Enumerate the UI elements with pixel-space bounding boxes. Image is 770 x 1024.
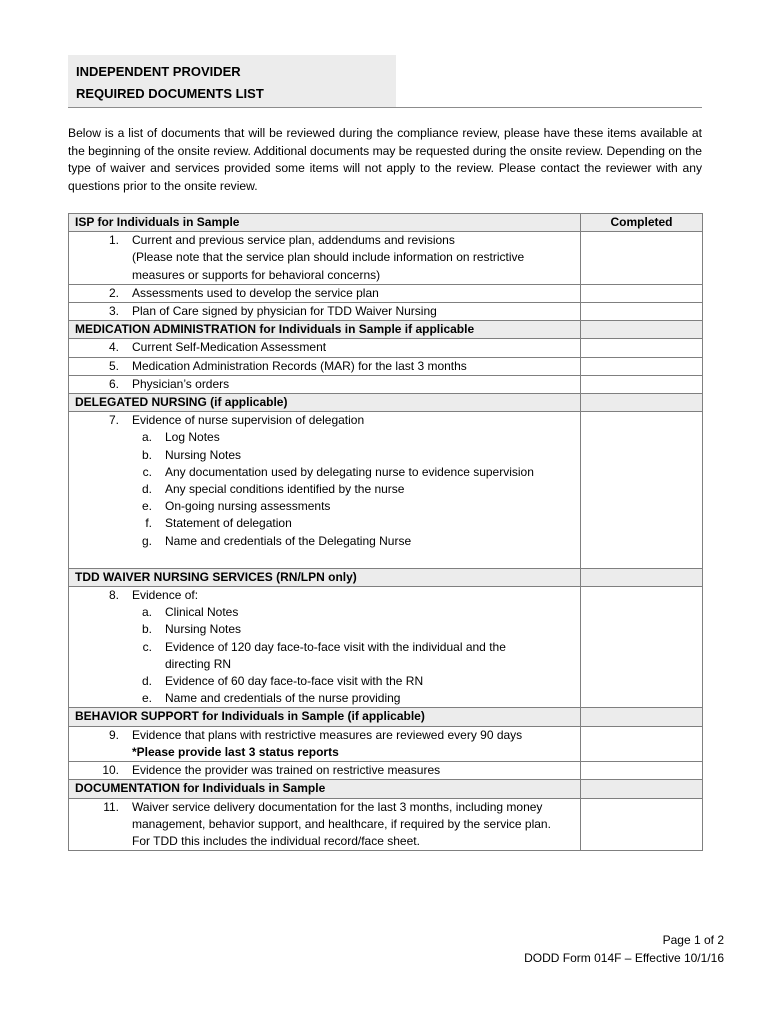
item-2 xyxy=(69,284,581,302)
item-number: 10. xyxy=(102,763,119,778)
sub-item-text: Nursing Notes xyxy=(165,622,242,637)
section-row-delegated xyxy=(69,394,703,412)
sub-item xyxy=(132,429,574,446)
sub-item-letter: c. xyxy=(142,464,152,479)
section-header-isp: ISP for Individuals in Sample xyxy=(69,214,581,232)
item-number: 11. xyxy=(103,799,119,814)
sub-item xyxy=(132,515,574,532)
title-divider xyxy=(68,107,702,108)
completed-cell[interactable] xyxy=(581,339,703,357)
sub-item xyxy=(132,621,574,638)
sub-item-letter: e. xyxy=(141,691,152,706)
section-header-behavior: BEHAVIOR SUPPORT for Individuals in Sample (if applicable) xyxy=(69,708,581,726)
item-note: *Please provide last 3 status reports xyxy=(132,744,339,759)
item-4 xyxy=(69,339,581,357)
item-8 xyxy=(69,587,581,708)
table-row xyxy=(69,232,703,285)
item-9 xyxy=(69,726,581,761)
document-title-line2: REQUIRED DOCUMENTS LIST xyxy=(76,86,264,101)
sub-item-letter: c. xyxy=(142,639,152,654)
sub-item xyxy=(132,481,574,498)
item-5 xyxy=(69,357,581,375)
sub-item-text: Any documentation used by delegating nurse to evidence supervision xyxy=(165,464,534,479)
completed-cell[interactable] xyxy=(581,303,703,321)
completed-cell[interactable] xyxy=(581,726,703,761)
completed-column-header: Completed xyxy=(581,214,703,232)
sub-item-text: Log Notes xyxy=(165,430,220,445)
item-number: 9. xyxy=(108,727,119,742)
section-row-isp xyxy=(69,214,703,232)
completed-cell[interactable] xyxy=(581,762,703,780)
sub-item-letter: e. xyxy=(141,499,152,514)
item-text: (Please note that the service plan should include information on restrictive xyxy=(132,250,525,265)
completed-cell[interactable] xyxy=(581,798,703,851)
item-3 xyxy=(69,303,581,321)
item-text: Medication Administration Records (MAR) for the last 3 months xyxy=(132,358,467,373)
sub-item xyxy=(132,673,574,690)
sub-item xyxy=(132,464,574,481)
section-header-filler xyxy=(581,780,703,798)
table-row xyxy=(69,284,703,302)
item-text: management, behavior support, and healthcare, if required by the service plan. xyxy=(132,816,551,831)
section-header-filler xyxy=(581,568,703,586)
item-10 xyxy=(69,762,581,780)
sub-item-letter: g. xyxy=(141,533,152,548)
section-row-tdd xyxy=(69,568,703,586)
item-number: 7. xyxy=(108,413,119,428)
item-text: For TDD this includes the individual record/face sheet. xyxy=(132,833,420,848)
item-text: Evidence of nurse supervision of delegation xyxy=(132,413,365,428)
item-text: Assessments used to develop the service plan xyxy=(132,285,379,300)
table-row xyxy=(69,726,703,761)
sub-item-letter: b. xyxy=(141,447,152,462)
document-title-box xyxy=(68,55,396,107)
sub-item-letter: f. xyxy=(145,516,152,531)
sub-item-text: Evidence of 60 day face-to-face visit with the RN xyxy=(165,674,424,689)
sub-item-letter: a. xyxy=(141,605,152,620)
sub-item-text: Any special conditions identified by the nurse xyxy=(165,482,405,497)
sub-item-letter: d. xyxy=(141,482,152,497)
section-header-filler xyxy=(581,394,703,412)
table-row xyxy=(69,357,703,375)
table-row xyxy=(69,762,703,780)
completed-cell[interactable] xyxy=(581,284,703,302)
section-row-documentation xyxy=(69,780,703,798)
item-11 xyxy=(69,798,581,851)
completed-cell[interactable] xyxy=(581,412,703,569)
sub-item-text: Name and credentials of the Delegating Nurse xyxy=(165,533,412,548)
item-number: 8. xyxy=(108,588,119,603)
item-number: 6. xyxy=(108,376,119,391)
table-row xyxy=(69,798,703,851)
item-text: Waiver service delivery documentation for the last 3 months, including money xyxy=(132,799,543,814)
item-number: 5. xyxy=(108,358,119,373)
sub-item xyxy=(132,639,574,673)
sub-item-text: Evidence of 120 day face-to-face visit with the individual and the xyxy=(165,639,506,654)
item-number: 1. xyxy=(108,233,119,248)
sub-item-letter: b. xyxy=(141,622,152,637)
sub-item-text: directing RN xyxy=(165,656,232,671)
table-row xyxy=(69,339,703,357)
sub-item-text: Clinical Notes xyxy=(165,605,239,620)
table-row xyxy=(69,587,703,708)
item-text: Plan of Care signed by physician for TDD Waiver Nursing xyxy=(132,304,437,319)
item-1 xyxy=(69,232,581,285)
item-text: Evidence that plans with restrictive measures are reviewed every 90 days xyxy=(132,727,523,742)
item-number: 3. xyxy=(108,304,119,319)
item-text: Evidence the provider was trained on restrictive measures xyxy=(132,763,441,778)
table-row xyxy=(69,303,703,321)
completed-cell[interactable] xyxy=(581,357,703,375)
page-footer xyxy=(524,932,724,967)
section-row-behavior xyxy=(69,708,703,726)
sub-item-text: Statement of delegation xyxy=(165,516,292,531)
item-7 xyxy=(69,412,581,569)
section-header-filler xyxy=(581,708,703,726)
document-title-line1: INDEPENDENT PROVIDER xyxy=(76,64,241,79)
sub-item xyxy=(132,604,574,621)
completed-cell[interactable] xyxy=(581,587,703,708)
item-6 xyxy=(69,375,581,393)
sub-item xyxy=(132,533,574,550)
section-header-medication: MEDICATION ADMINISTRATION for Individuals in Sample if applicable xyxy=(69,321,581,339)
table-row xyxy=(69,412,703,569)
section-row-medication xyxy=(69,321,703,339)
section-header-documentation: DOCUMENTATION for Individuals in Sample xyxy=(69,780,581,798)
item-text: Current Self-Medication Assessment xyxy=(132,340,327,355)
sub-item-letter: a. xyxy=(141,430,152,445)
completed-cell[interactable] xyxy=(581,232,703,285)
item-text: measures or supports for behavioral concerns) xyxy=(132,267,381,282)
section-header-filler xyxy=(581,321,703,339)
required-documents-table xyxy=(68,213,703,851)
page-number: Page 1 of 2 xyxy=(662,933,724,947)
section-header-tdd: TDD WAIVER NURSING SERVICES (RN/LPN only) xyxy=(69,568,581,586)
sub-item-letter: d. xyxy=(141,674,152,689)
sub-item xyxy=(132,447,574,464)
sub-item-text: On-going nursing assessments xyxy=(165,499,331,514)
item-number: 4. xyxy=(108,340,119,355)
item-text: Evidence of: xyxy=(132,588,199,603)
intro-paragraph: Below is a list of documents that will be reviewed during the compliance review, please have these items available at the beginning of the onsite review. Additional documents may be requested during the onsite review. Depending on the type of waiver and services provided some items will not apply to the review. Please contact the reviewer with any questions prior to the onsite review. xyxy=(68,126,702,193)
sub-item xyxy=(132,690,574,707)
sub-item-text: Name and credentials of the nurse providing xyxy=(165,691,401,706)
sub-item-text: Nursing Notes xyxy=(165,447,242,462)
completed-cell[interactable] xyxy=(581,375,703,393)
item-text: Current and previous service plan, addendums and revisions xyxy=(132,233,455,248)
section-header-delegated: DELEGATED NURSING (if applicable) xyxy=(69,394,581,412)
table-row xyxy=(69,375,703,393)
sub-item xyxy=(132,498,574,515)
item-number: 2. xyxy=(108,285,119,300)
item-text: Physician’s orders xyxy=(132,376,230,391)
form-identifier: DODD Form 014F – Effective 10/1/16 xyxy=(524,950,724,965)
